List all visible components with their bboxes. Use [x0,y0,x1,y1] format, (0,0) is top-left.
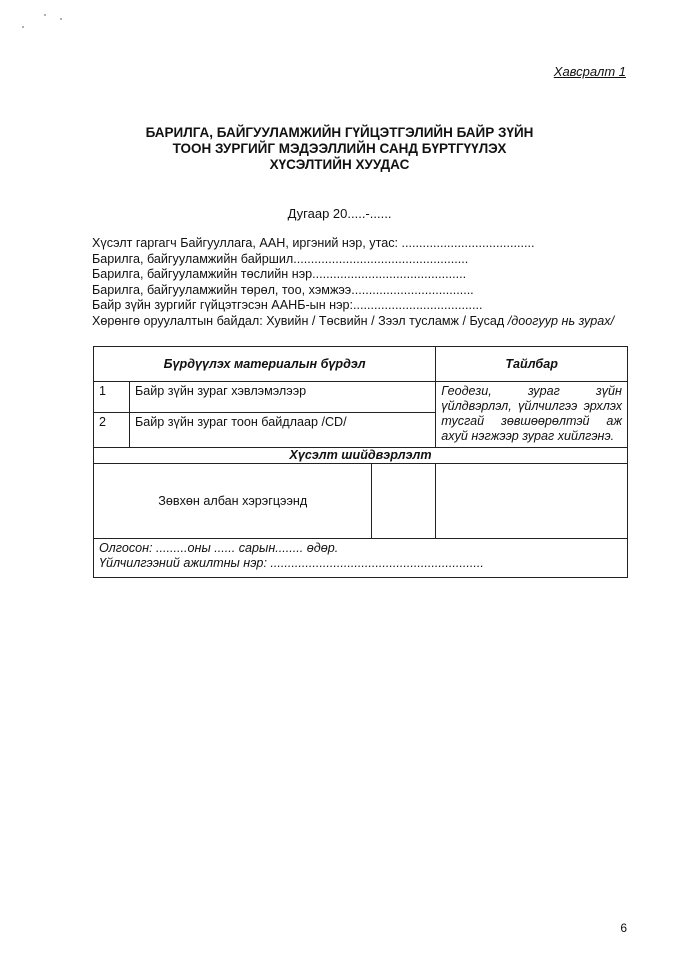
executor-field: Байр зүйн зургийг гүйцэтгэсэн ААНБ-ын нэр:..................................... [92,298,483,313]
resolution-header-row [94,448,628,464]
scan-speck [44,14,46,16]
footer-cell [94,539,628,578]
page-number: 6 [620,921,627,935]
row-number: 2 [94,413,130,448]
materials-table [93,346,628,578]
resolution-header: Хүсэлт шийдвэрлэлт [94,448,628,464]
official-use-box [372,464,436,539]
footer-row [94,539,628,578]
materials-header: Бүрдүүлэх материалын бүрдэл [94,347,436,382]
table-header-row [94,347,628,382]
applicant-field: Хүсэлт гаргагч Байгууллага, ААН, иргэний нэр, утас: ...................................... [92,236,535,250]
funding-field [92,314,632,330]
official-use-label: Зөвхөн албан хэрэгцээнд [94,464,372,539]
table-row [94,382,628,413]
application-fields [92,236,632,330]
title-line-3: ХҮСЭЛТИЙН ХУУДАС [269,157,410,172]
staff-name: Үйлчилгээний ажилтны нэр: ............................................................. [99,556,484,570]
note-cell: Геодези, зураг зүйн үйлдвэрлэл, үйлчилгээ эрхлэх тусгай зөвшөөрөлтэй аж ахуй нэгжээр зураг хийлгэнэ. [436,382,628,448]
official-use-row [94,464,628,539]
note-header: Тайлбар [436,347,628,382]
row-number: 1 [94,382,130,413]
row-item: Байр зүйн зураг хэвлэмэлээр [129,382,435,413]
title-line-2: ТООН ЗУРГИЙГ МЭДЭЭЛЛИЙН САНД БҮРТГҮҮЛЭХ [172,141,507,156]
row-item: Байр зүйн зураг тоон байдлаар /CD/ [129,413,435,448]
appendix-label: Хавсралт 1 [553,64,626,79]
document-number: Дугаар 20.....-...... [287,206,392,221]
project-name-field: Барилга, байгууламжийн төслийн нэр............................................ [92,267,467,282]
funding-note: /доогуур нь зурах/ [507,313,615,328]
document-title [0,125,679,173]
scan-speck [22,26,24,28]
title-line-1: БАРИЛГА, БАЙГУУЛАМЖИЙН ГҮЙЦЭТГЭЛИЙН БАЙР ЗҮЙН [145,125,534,140]
scan-speck [60,18,62,20]
received-date: Олгосон: .........оны ...... сарын........ өдөр. [99,541,339,555]
funding-label: Хөрөнгө оруулалтын байдал: Хувийн / Төсвийн / Зээл тусламж / Бусад [92,313,508,328]
official-use-box-right [436,464,628,539]
location-field: Барилга, байгууламжийн байршил.................................................. [92,251,469,266]
type-quantity-field: Барилга, байгууламжийн төрөл, тоо, хэмжээ................................... [92,282,474,297]
